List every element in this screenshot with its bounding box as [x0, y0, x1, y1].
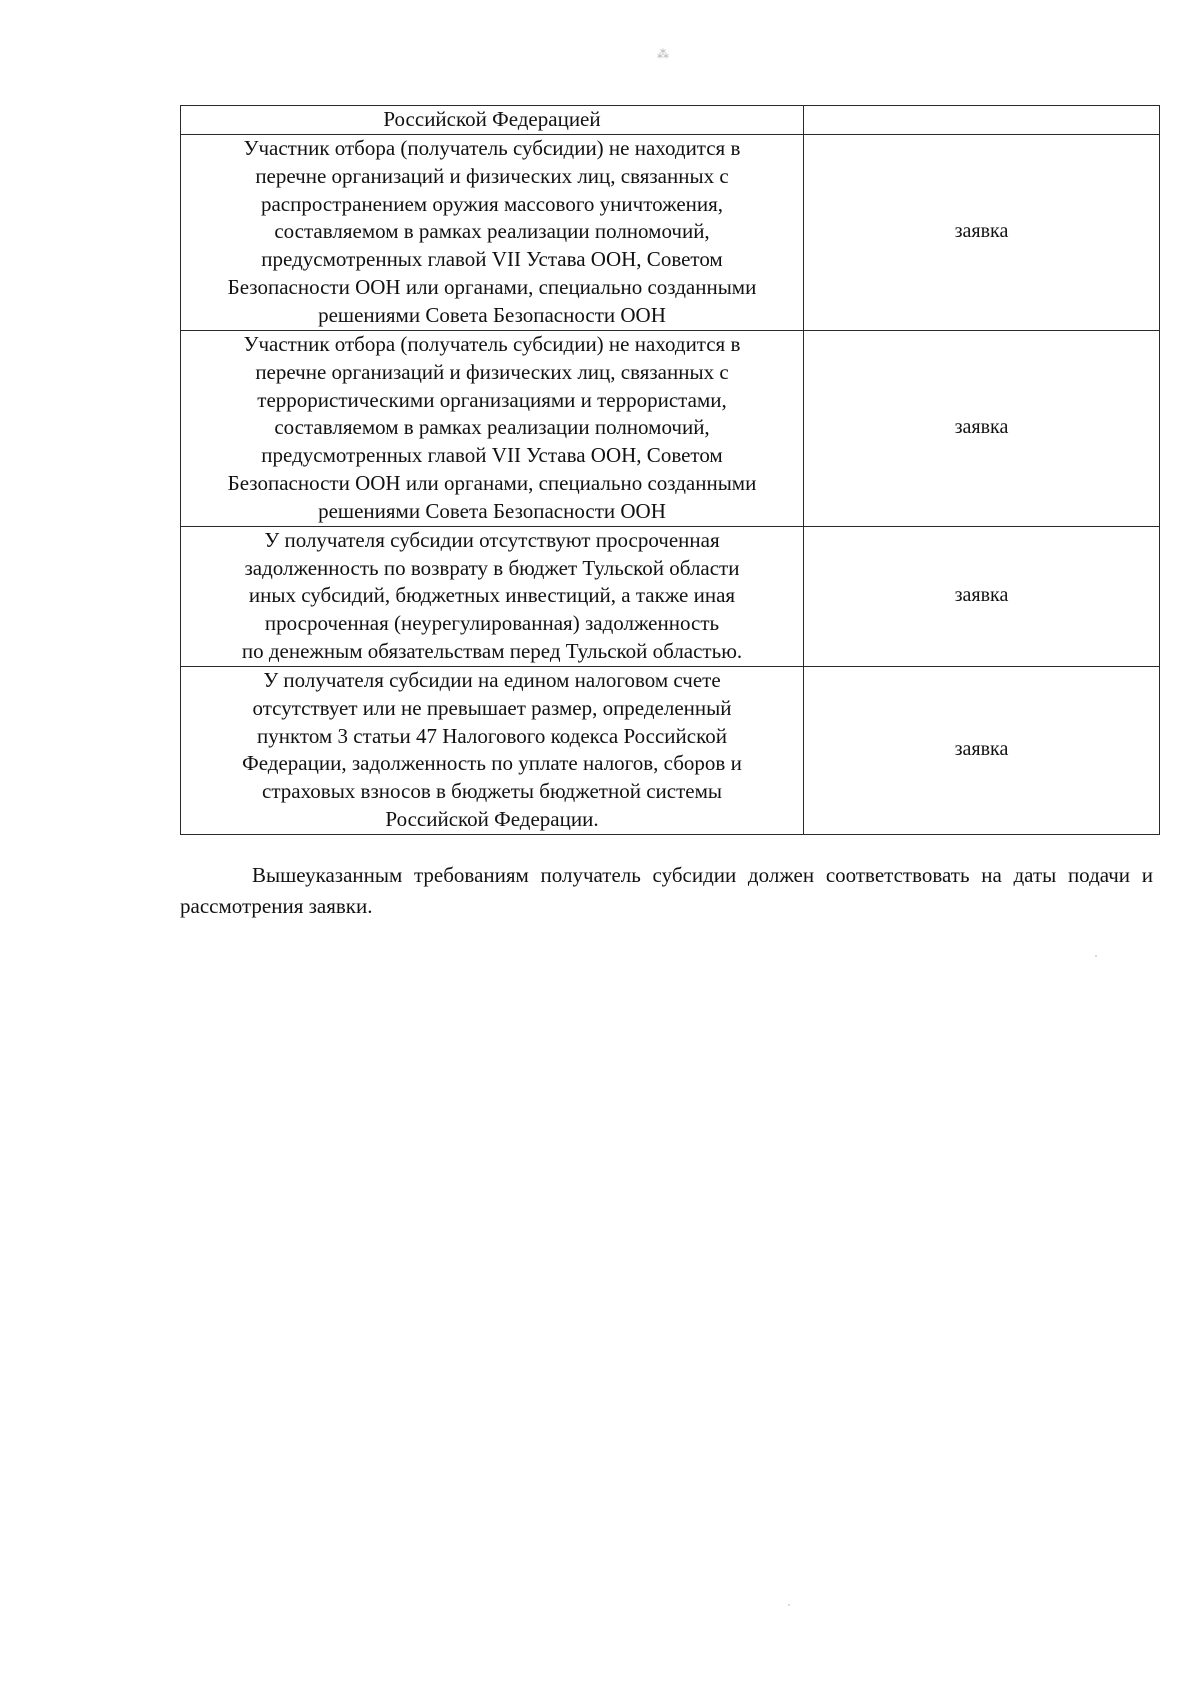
- document-cell: заявка: [804, 330, 1160, 526]
- document-cell: заявка: [804, 526, 1160, 666]
- scan-speck: [788, 1604, 790, 1606]
- footer-paragraph: Вышеуказанным требованиям получатель субсидии должен соответствовать на даты подачи и рассмотрения заявки.: [180, 863, 1153, 918]
- table-row: [181, 134, 1160, 330]
- requirement-cell: Участник отбора (получатель субсидии) не находится в перечне организаций и физических лиц, связанных с террористическими организациями и террористами, составляемом в рамках реализации полномочий, предусмотренных главой VII Устава ООН, Советом Безопасности ООН или органами, специально созданными решениями Совета Безопасности ООН: [181, 330, 804, 526]
- table-row: [181, 526, 1160, 666]
- table-row: [181, 666, 1160, 834]
- document-cell: заявка: [804, 666, 1160, 834]
- requirement-cell: Участник отбора (получатель субсидии) не находится в перечне организаций и физических лиц, связанных с распространением оружия массового уничтожения, составляемом в рамках реализации полномочий, предусмотренных главой VII Устава ООН, Советом Безопасности ООН или органами, специально созданными решениями Совета Безопасности ООН: [181, 134, 804, 330]
- requirements-table: [180, 105, 1160, 835]
- requirement-cell: У получателя субсидии на едином налоговом счете отсутствует или не превышает размер, определенный пунктом 3 статьи 47 Налогового кодекса Российской Федерации, задолженность по уплате налогов, сборов и страховых взносов в бюджеты бюджетной системы Российской Федерации.: [181, 666, 804, 834]
- page-number-mark: ⁂: [657, 47, 669, 61]
- table-row: [181, 106, 1160, 135]
- table-row: [181, 330, 1160, 526]
- requirement-cell: Российской Федерацией: [181, 106, 804, 135]
- document-cell: заявка: [804, 134, 1160, 330]
- document-cell: [804, 106, 1160, 135]
- scan-speck: [1095, 955, 1097, 957]
- requirement-cell: У получателя субсидии отсутствуют просроченная задолженность по возврату в бюджет Тульской области иных субсидий, бюджетных инвестиций, а также иная просроченная (неурегулированная) задолженность по денежным обязательствам перед Тульской областью.: [181, 526, 804, 666]
